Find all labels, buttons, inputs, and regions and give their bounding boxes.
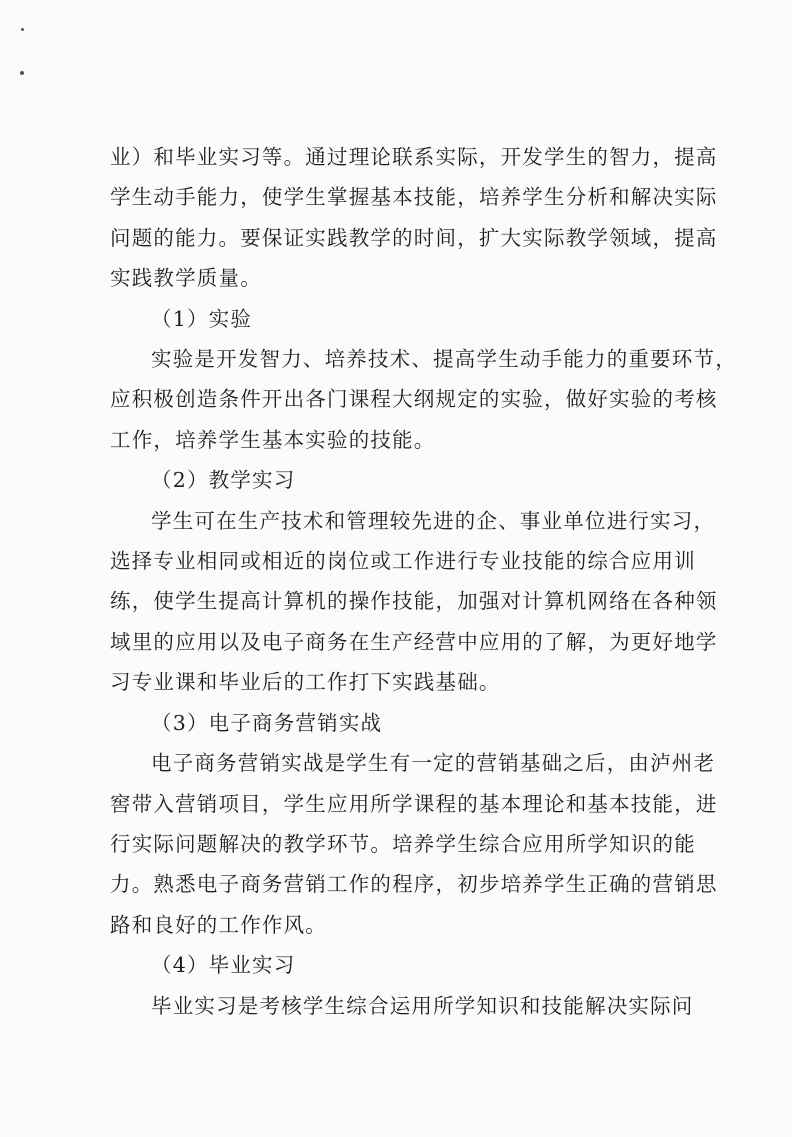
text-line: 实践教学质量。 [110,266,262,291]
section-heading-experiment [110,299,698,339]
paragraph-teaching-practice [110,501,718,703]
text-line: 学生可在生产技术和管理较先进的企、事业单位进行实习， [151,508,716,533]
paragraph-ecommerce-marketing [110,743,718,945]
section-heading-teaching-practice [110,460,698,500]
text-line: 工作，培养学生基本实验的技能。 [110,427,436,452]
text-line: 实验是开发智力、培养技术、提高学生动手能力的重要环节， [151,347,737,372]
scan-speck [21,28,24,31]
heading-text: （4）毕业实习 [151,953,296,978]
text-line: 毕业实习是考核学生综合运用所学知识和技能解决实际问 [151,993,694,1018]
paragraph-graduation-internship [110,986,698,1026]
text-line: 域里的应用以及电子商务在生产经营中应用的了解，为更好地学 [110,629,718,654]
text-line: 行实际问题解决的教学环节。培养学生综合应用所学知识的能 [110,831,696,856]
paragraph-intro-continued [110,137,718,299]
text-line: 力。熟悉电子商务营销工作的程序，初步培养学生正确的营销思 [110,872,718,897]
heading-text: （1）实验 [151,306,253,331]
text-line: 习专业课和毕业后的工作打下实践基础。 [110,670,501,695]
document-body [110,137,737,1026]
text-line: 路和良好的工作作风。 [110,912,327,937]
text-line: 窖带入营销项目，学生应用所学课程的基本理论和基本技能，进 [110,791,718,816]
scan-speck [20,71,24,75]
paragraph-experiment [110,339,737,460]
section-heading-ecommerce-marketing [110,703,698,743]
heading-text: （2）教学实习 [151,468,296,493]
text-line: 练，使学生提高计算机的操作技能，加强对计算机网络在各种领 [110,589,718,614]
text-line: 问题的能力。要保证实践教学的时间，扩大实际教学领域，提高 [110,225,718,250]
text-line: 学生动手能力，使学生掌握基本技能，培养学生分析和解决实际 [110,185,718,210]
text-line: 电子商务营销实战是学生有一定的营销基础之后，由泸州老 [151,751,716,776]
text-line: 应积极创造条件开出各门课程大纲规定的实验，做好实验的考核 [110,387,718,412]
heading-text: （3）电子商务营销实战 [151,710,383,735]
text-line: 业）和毕业实习等。通过理论联系实际，开发学生的智力，提高 [110,145,718,169]
text-line: 选择专业相同或相近的岗位或工作进行专业技能的综合应用训 [110,549,696,574]
section-heading-graduation-internship [110,945,698,985]
